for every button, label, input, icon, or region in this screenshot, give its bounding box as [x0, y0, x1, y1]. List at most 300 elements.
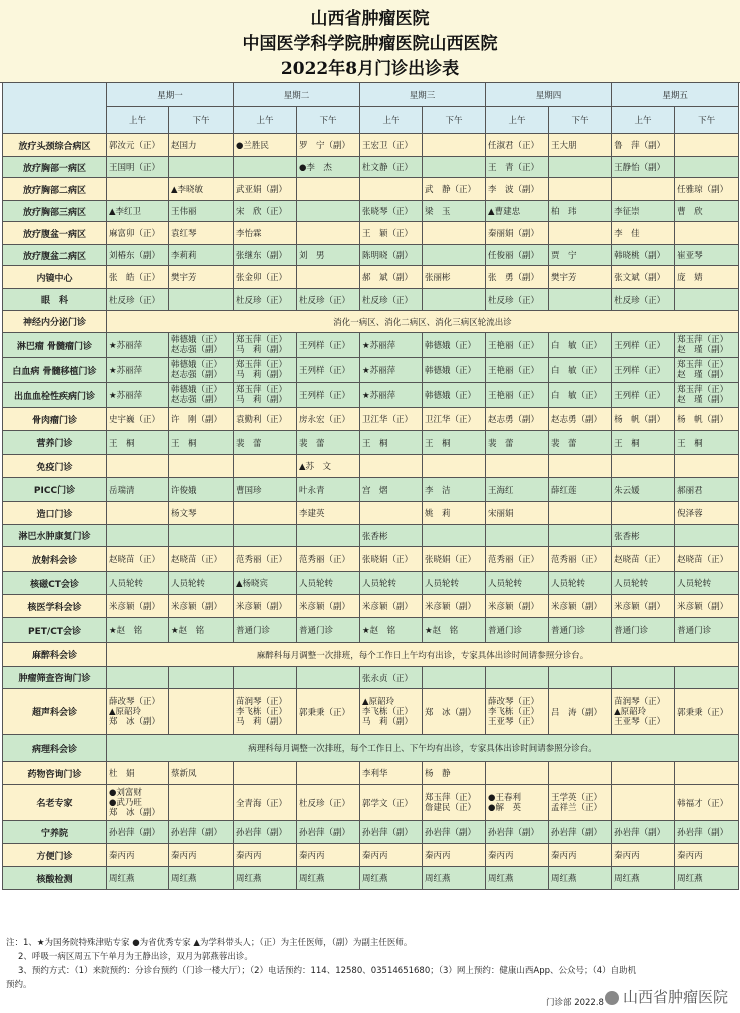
- doctor-name: ●王春利: [488, 792, 521, 803]
- doctor-cell: 杨 帆（副）: [612, 408, 675, 431]
- doctor-cell: [612, 667, 675, 689]
- doctor-cell: [297, 178, 360, 201]
- department-name: 方便门诊: [3, 844, 107, 867]
- doctor-name: 韩德娥（正）: [171, 335, 223, 345]
- doctor-cell: 薛红莲: [549, 478, 612, 502]
- doctor-cell: 王艳丽（正）: [486, 383, 549, 408]
- doctor-cell: [423, 134, 486, 157]
- doctor-cell: 孙岩萍（副）: [549, 821, 612, 844]
- doctor-cell: 郭汝元（正）: [107, 134, 169, 157]
- doctor-cell: [169, 455, 234, 478]
- doctor-cell: [423, 222, 486, 245]
- doctor-name: 郑 冰（副）: [109, 716, 161, 727]
- doctor-cell: 张文斌（副）: [612, 266, 675, 289]
- doctor-cell: [297, 525, 360, 547]
- doctor-cell: 周红燕: [107, 867, 169, 890]
- doctor-cell: [169, 157, 234, 178]
- doctor-cell: ★苏丽萍: [107, 333, 169, 358]
- table-row: [3, 595, 739, 618]
- doctor-cell: 赵国力: [169, 134, 234, 157]
- doctor-cell: [549, 502, 612, 525]
- doctor-cell: 范秀丽（正）: [234, 547, 297, 572]
- doctor-cell: [169, 667, 234, 689]
- doctor-cell: [612, 785, 675, 821]
- doctor-cell: 范秀丽（正）: [486, 547, 549, 572]
- doctor-cell: 曹 欣: [675, 201, 739, 222]
- table-row: [3, 643, 739, 667]
- doctor-cell: 杜反珍（正）: [234, 289, 297, 311]
- doctor-cell: 刘 男: [297, 245, 360, 266]
- doctor-cell: 孙岩萍（副）: [107, 821, 169, 844]
- doctor-cell: 杜反珍（正）: [107, 289, 169, 311]
- doctor-cell: 人员轮转: [360, 572, 423, 595]
- doctor-cell: 姚 莉: [423, 502, 486, 525]
- doctor-name: 郑玉萍（正）: [677, 360, 729, 370]
- doctor-cell: [549, 455, 612, 478]
- doctor-cell: 房永宏（正）: [297, 408, 360, 431]
- doctor-cell: 杜 娟: [107, 762, 169, 785]
- department-name: 淋巴瘤 骨髓瘤门诊: [3, 333, 107, 358]
- doctor-cell: ▲苏 文: [297, 455, 360, 478]
- doctor-cell: [169, 333, 234, 358]
- doctor-cell: 裴 蕾: [234, 431, 297, 455]
- doctor-cell: [169, 525, 234, 547]
- doctor-cell: ●李 杰: [297, 157, 360, 178]
- doctor-cell: 王 桐: [675, 431, 739, 455]
- doctor-cell: 人员轮转: [675, 572, 739, 595]
- doctor-cell: 王列样（正）: [297, 333, 360, 358]
- doctor-name: 马 莉（副）: [236, 716, 288, 727]
- doctor-cell: [675, 333, 739, 358]
- doctor-cell: 张丽彬: [423, 266, 486, 289]
- doctor-name: ●解 英: [488, 802, 521, 813]
- doctor-cell: 王伟丽: [169, 201, 234, 222]
- doctor-cell: [612, 178, 675, 201]
- table-row: [3, 134, 739, 157]
- table-row: [3, 289, 739, 311]
- doctor-cell: 王列样（正）: [297, 358, 360, 383]
- doctor-cell: 秦丙丙: [423, 844, 486, 867]
- doctor-cell: [612, 455, 675, 478]
- doctor-cell: [107, 785, 169, 821]
- doctor-cell: [549, 762, 612, 785]
- doctor-cell: 赵晓苗（正）: [107, 547, 169, 572]
- doctor-cell: 秦丙丙: [612, 844, 675, 867]
- doctor-cell: 范秀丽（正）: [549, 547, 612, 572]
- doctor-cell: 裴 蕾: [297, 431, 360, 455]
- doctor-cell: 普通门诊: [675, 618, 739, 643]
- department-name: 造口门诊: [3, 502, 107, 525]
- watermark: [605, 986, 728, 1007]
- doctor-name: 王学英（正）: [551, 792, 603, 803]
- doctor-cell: ★赵 铭: [423, 618, 486, 643]
- doctor-cell: 秦丙丙: [107, 844, 169, 867]
- doctor-cell: 许 刚（副）: [169, 408, 234, 431]
- table-row: [3, 689, 739, 735]
- doctor-cell: 赵志勇（副）: [549, 408, 612, 431]
- doctor-cell: 孙岩萍（副）: [297, 821, 360, 844]
- doctor-name: 郑玉萍（正）: [236, 360, 288, 370]
- doctor-cell: [297, 266, 360, 289]
- doctor-cell: 许俊娥: [169, 478, 234, 502]
- doctor-cell: 刘椿东（副）: [107, 245, 169, 266]
- half-day-header-row: [3, 107, 739, 134]
- doctor-cell: 王艳丽（正）: [486, 333, 549, 358]
- doctor-cell: [423, 245, 486, 266]
- doctor-cell: [423, 785, 486, 821]
- doctor-cell: 王静怡（副）: [612, 157, 675, 178]
- doctor-cell: 周红燕: [486, 867, 549, 890]
- doctor-cell: 樊宇芳: [549, 266, 612, 289]
- department-name: 放疗头颈综合病区: [3, 134, 107, 157]
- weekday-1: 星期一: [107, 83, 234, 107]
- table-row: [3, 222, 739, 245]
- doctor-cell: 孙岩萍（副）: [486, 821, 549, 844]
- table-row: [3, 478, 739, 502]
- table-row: [3, 572, 739, 595]
- doctor-cell: 秦丙丙: [169, 844, 234, 867]
- doctor-cell: 岳瑞清: [107, 478, 169, 502]
- weekday-3: 星期三: [360, 83, 486, 107]
- department-name: 放疗胸部一病区: [3, 157, 107, 178]
- table-row: [3, 735, 739, 762]
- doctor-cell: 袁勤利（正）: [234, 408, 297, 431]
- doctor-cell: [423, 525, 486, 547]
- doctor-cell: 米彦颖（副）: [360, 595, 423, 618]
- doctor-cell: 任淑君（正）: [486, 134, 549, 157]
- doctor-cell: [675, 667, 739, 689]
- doctor-cell: 米彦颖（副）: [169, 595, 234, 618]
- schedule-note: 病理科每月调整一次排班，每个工作日上、下午均有出诊，专家具体出诊时间请参照分诊台。: [107, 735, 739, 762]
- doctor-cell: 孙岩萍（副）: [234, 821, 297, 844]
- department-name: 药物咨询门诊: [3, 762, 107, 785]
- doctor-cell: [675, 134, 739, 157]
- doctor-cell: [549, 178, 612, 201]
- half-day-header: 下午: [169, 107, 234, 134]
- doctor-cell: [486, 689, 549, 735]
- doctor-cell: 杜文静（正）: [360, 157, 423, 178]
- doctor-cell: 张香彬: [612, 525, 675, 547]
- doctor-cell: 秦丙丙: [360, 844, 423, 867]
- department-name: 骨肉瘤门诊: [3, 408, 107, 431]
- doctor-cell: [486, 785, 549, 821]
- doctor-cell: 米彦颖（副）: [234, 595, 297, 618]
- doctor-cell: [297, 667, 360, 689]
- watermark-text: 山西省肿瘤医院: [622, 988, 728, 1006]
- doctor-cell: 秦丙丙: [675, 844, 739, 867]
- department-name: 放疗胸部三病区: [3, 201, 107, 222]
- table-row: [3, 358, 739, 383]
- doctor-name: 赵 瑾（副）: [677, 370, 729, 380]
- doctor-cell: 杜反珍（正）: [486, 289, 549, 311]
- doctor-cell: [612, 502, 675, 525]
- schedule-title: 2022年8月门诊出诊表: [280, 59, 460, 79]
- doctor-cell: [360, 455, 423, 478]
- doctor-name: 赵志强（副）: [171, 395, 223, 405]
- doctor-cell: 赵晓苗（正）: [612, 547, 675, 572]
- doctor-cell: 王 桐: [360, 431, 423, 455]
- department-name: 麻醉科会诊: [3, 643, 107, 667]
- header: [0, 0, 740, 83]
- doctor-cell: [107, 689, 169, 735]
- doctor-name: 苗润琴（正）: [236, 696, 288, 707]
- doctor-cell: [234, 383, 297, 408]
- doctor-name: ▲原韶玲: [614, 706, 647, 717]
- table-row: [3, 785, 739, 821]
- schedule-table: [2, 82, 739, 890]
- doctor-cell: 范秀丽（正）: [297, 547, 360, 572]
- doctor-cell: 米彦颖（副）: [612, 595, 675, 618]
- doctor-cell: ▲李红卫: [107, 201, 169, 222]
- doctor-cell: 周红燕: [234, 867, 297, 890]
- doctor-cell: [675, 762, 739, 785]
- department-name: 核磁CT会诊: [3, 572, 107, 595]
- doctor-cell: [360, 178, 423, 201]
- doctor-cell: 秦丙丙: [549, 844, 612, 867]
- note-line-3: 3、预约方式：（1）来院预约：分诊台预约（门诊一楼大厅）；（2）电话预约：114、12580、03514651680；（3）网上预约：健康山西App、公众号；（4）自助机: [18, 966, 637, 976]
- doctor-cell: 曹国珍: [234, 478, 297, 502]
- half-day-header: 下午: [423, 107, 486, 134]
- doctor-cell: 宋丽娟: [486, 502, 549, 525]
- table-row: [3, 245, 739, 266]
- doctor-cell: 周红燕: [423, 867, 486, 890]
- department-name: 宁养院: [3, 821, 107, 844]
- footer-notes: [0, 930, 740, 1013]
- doctor-cell: 王列样（正）: [612, 383, 675, 408]
- doctor-name: 赵志强（副）: [171, 345, 223, 355]
- doctor-cell: 秦丙丙: [297, 844, 360, 867]
- doctor-name: 马 莉（副）: [236, 395, 288, 405]
- doctor-cell: 孙岩萍（副）: [675, 821, 739, 844]
- doctor-cell: [423, 157, 486, 178]
- doctor-cell: 李征崇: [612, 201, 675, 222]
- doctor-cell: 李建英: [297, 502, 360, 525]
- doctor-cell: [675, 222, 739, 245]
- doctor-cell: 韩德娥（正）: [423, 383, 486, 408]
- doctor-cell: 郝 斌（副）: [360, 266, 423, 289]
- doctor-name: 郑玉萍（正）: [236, 385, 288, 395]
- doctor-name: 赵志强（副）: [171, 370, 223, 380]
- department-name: 免疫门诊: [3, 455, 107, 478]
- department-name: 放射科会诊: [3, 547, 107, 572]
- doctor-cell: [169, 358, 234, 383]
- doctor-cell: 卫江华（正）: [423, 408, 486, 431]
- doctor-cell: 王列样（正）: [297, 383, 360, 408]
- doctor-cell: [107, 178, 169, 201]
- table-row: [3, 762, 739, 785]
- table-row: [3, 618, 739, 643]
- schedule-note: 麻醉科每月调整一次排班，每个工作日上午均有出诊，专家具体出诊时间请参照分诊台。: [107, 643, 739, 667]
- doctor-cell: 杜反珍（正）: [360, 289, 423, 311]
- hospital-name: 山西省肿瘤医院: [310, 9, 430, 29]
- doctor-name: 王亚琴（正）: [488, 716, 540, 727]
- department-name: 核酸检测: [3, 867, 107, 890]
- doctor-cell: 王宏卫（正）: [360, 134, 423, 157]
- doctor-cell: 秦丙丙: [234, 844, 297, 867]
- weekday-header-row: [3, 83, 739, 107]
- doctor-cell: 张 勇（副）: [486, 266, 549, 289]
- table-row: [3, 266, 739, 289]
- table-row: [3, 311, 739, 333]
- doctor-cell: 郑 冰（副）: [423, 689, 486, 735]
- doctor-cell: 李 波（副）: [486, 178, 549, 201]
- doctor-cell: 张 皓（正）: [107, 266, 169, 289]
- doctor-cell: [234, 762, 297, 785]
- doctor-name: 李飞栋（正）: [362, 706, 414, 717]
- doctor-cell: 王 桐: [423, 431, 486, 455]
- doctor-name: 赵 瑾（副）: [677, 345, 729, 355]
- doctor-cell: 鲁 萍（副）: [612, 134, 675, 157]
- doctor-cell: 崔亚琴: [675, 245, 739, 266]
- doctor-cell: [486, 762, 549, 785]
- doctor-cell: 米彦颖（副）: [297, 595, 360, 618]
- doctor-cell: [423, 289, 486, 311]
- table-row: [3, 502, 739, 525]
- doctor-cell: [423, 455, 486, 478]
- doctor-cell: [234, 333, 297, 358]
- doctor-cell: 武亚娟（副）: [234, 178, 297, 201]
- doctor-cell: 庞 婧: [675, 266, 739, 289]
- doctor-cell: 王 桐: [107, 431, 169, 455]
- doctor-cell: 赵晓苗（正）: [169, 547, 234, 572]
- doctor-cell: 李利华: [360, 762, 423, 785]
- doctor-cell: 周红燕: [360, 867, 423, 890]
- doctor-cell: 郭秉秉（正）: [297, 689, 360, 735]
- doctor-cell: 张金卯（正）: [234, 266, 297, 289]
- doctor-cell: 孙岩萍（副）: [423, 821, 486, 844]
- doctor-cell: 罗 宁（副）: [297, 134, 360, 157]
- note-line-1: 注：1、★为国务院特殊津贴专家 ●为省优秀专家 ▲为学科带头人；（正）为主任医师，（副）为副主任医师。: [6, 938, 413, 948]
- doctor-cell: 周红燕: [297, 867, 360, 890]
- doctor-cell: 王 桐: [169, 431, 234, 455]
- doctor-cell: [234, 157, 297, 178]
- doctor-cell: 张香彬: [360, 525, 423, 547]
- doctor-cell: 蔡新凤: [169, 762, 234, 785]
- doctor-name: 赵 瑾（副）: [677, 395, 729, 405]
- table-row: [3, 455, 739, 478]
- table-row: [3, 157, 739, 178]
- doctor-cell: 人员轮转: [486, 572, 549, 595]
- doctor-cell: 任雅琼（副）: [675, 178, 739, 201]
- weekday-4: 星期四: [486, 83, 612, 107]
- doctor-cell: [169, 289, 234, 311]
- doctor-cell: 梁 玉: [423, 201, 486, 222]
- department-name: 肿瘤筛查咨询门诊: [3, 667, 107, 689]
- doctor-cell: 人员轮转: [169, 572, 234, 595]
- table-row: [3, 547, 739, 572]
- doctor-name: 郑玉萍（正）: [677, 335, 729, 345]
- doctor-name: 孟祥兰（正）: [551, 802, 603, 813]
- doctor-cell: 周红燕: [612, 867, 675, 890]
- doctor-cell: 普通门诊: [612, 618, 675, 643]
- doctor-name: 马 莉（副）: [236, 370, 288, 380]
- doctor-cell: 韩晓桃（副）: [612, 245, 675, 266]
- doctor-cell: [549, 289, 612, 311]
- note-line-4: 预约。: [6, 980, 32, 990]
- doctor-name: 马 莉（副）: [236, 345, 288, 355]
- doctor-cell: ●兰胜民: [234, 134, 297, 157]
- doctor-name: 郑玉萍（正）: [236, 335, 288, 345]
- doctor-cell: 樊宇芳: [169, 266, 234, 289]
- doctor-cell: 韩德娥（正）: [423, 333, 486, 358]
- department-name: 内镜中心: [3, 266, 107, 289]
- doctor-cell: [675, 525, 739, 547]
- table-row: [3, 383, 739, 408]
- doctor-cell: 周红燕: [675, 867, 739, 890]
- doctor-cell: 史宇巍（正）: [107, 408, 169, 431]
- doctor-name: 韩德娥（正）: [171, 360, 223, 370]
- doctor-cell: [549, 157, 612, 178]
- doctor-cell: [234, 502, 297, 525]
- table-row: [3, 178, 739, 201]
- weekday-2: 星期二: [234, 83, 360, 107]
- doctor-cell: 李 洁: [423, 478, 486, 502]
- department-name: 名老专家: [3, 785, 107, 821]
- doctor-cell: 袁红琴: [169, 222, 234, 245]
- doctor-cell: 裴 蕾: [486, 431, 549, 455]
- doctor-name: ●刘富财: [109, 787, 142, 798]
- doctor-cell: [486, 667, 549, 689]
- doctor-cell: [612, 689, 675, 735]
- doctor-cell: 张晓娟（正）: [423, 547, 486, 572]
- half-day-header: 上午: [107, 107, 169, 134]
- doctor-cell: 郭学文（正）: [360, 785, 423, 821]
- half-day-header: 上午: [234, 107, 297, 134]
- doctor-cell: 张永贞（正）: [360, 667, 423, 689]
- doctor-cell: 李怡霖: [234, 222, 297, 245]
- department-name: 神经内分泌门诊: [3, 311, 107, 333]
- doctor-cell: ▲杨晓宾: [234, 572, 297, 595]
- doctor-cell: 白 敏（正）: [549, 358, 612, 383]
- doctor-cell: 杨 帆（副）: [675, 408, 739, 431]
- doctor-cell: 普通门诊: [297, 618, 360, 643]
- doctor-cell: 李莉莉: [169, 245, 234, 266]
- doctor-cell: 张晓娟（正）: [360, 547, 423, 572]
- half-day-header: 上午: [360, 107, 423, 134]
- doctor-name: ●武乃旺: [109, 797, 142, 808]
- table-row: [3, 201, 739, 222]
- doctor-cell: ★苏丽萍: [360, 333, 423, 358]
- doctor-cell: 孙岩萍（副）: [360, 821, 423, 844]
- doctor-cell: 米彦颖（副）: [549, 595, 612, 618]
- doctor-cell: 人员轮转: [423, 572, 486, 595]
- doctor-cell: ★苏丽萍: [107, 358, 169, 383]
- doctor-cell: 韩德娥（正）: [423, 358, 486, 383]
- table-row: [3, 667, 739, 689]
- hospital-affiliation: 中国医学科学院肿瘤医院山西医院: [242, 34, 498, 54]
- department-name: 淋巴水肿康复门诊: [3, 525, 107, 547]
- doctor-cell: [107, 667, 169, 689]
- doctor-cell: 吕 涛（副）: [549, 689, 612, 735]
- doctor-cell: 杨 静: [423, 762, 486, 785]
- doctor-cell: 孙岩萍（副）: [169, 821, 234, 844]
- doctor-cell: ★赵 铭: [169, 618, 234, 643]
- doctor-cell: ▲曹建忠: [486, 201, 549, 222]
- table-row: [3, 844, 739, 867]
- doctor-cell: 李 佳: [612, 222, 675, 245]
- header-corner: [3, 83, 107, 134]
- doctor-name: 郑 冰（副）: [109, 807, 161, 818]
- doctor-cell: 王 青（正）: [486, 157, 549, 178]
- doctor-cell: ★赵 铭: [107, 618, 169, 643]
- department-name: 营养门诊: [3, 431, 107, 455]
- doctor-cell: 白 敏（正）: [549, 333, 612, 358]
- doctor-cell: ★赵 铭: [360, 618, 423, 643]
- doctor-cell: [360, 502, 423, 525]
- doctor-cell: [549, 785, 612, 821]
- doctor-cell: 赵晓苗（正）: [675, 547, 739, 572]
- half-day-header: 上午: [612, 107, 675, 134]
